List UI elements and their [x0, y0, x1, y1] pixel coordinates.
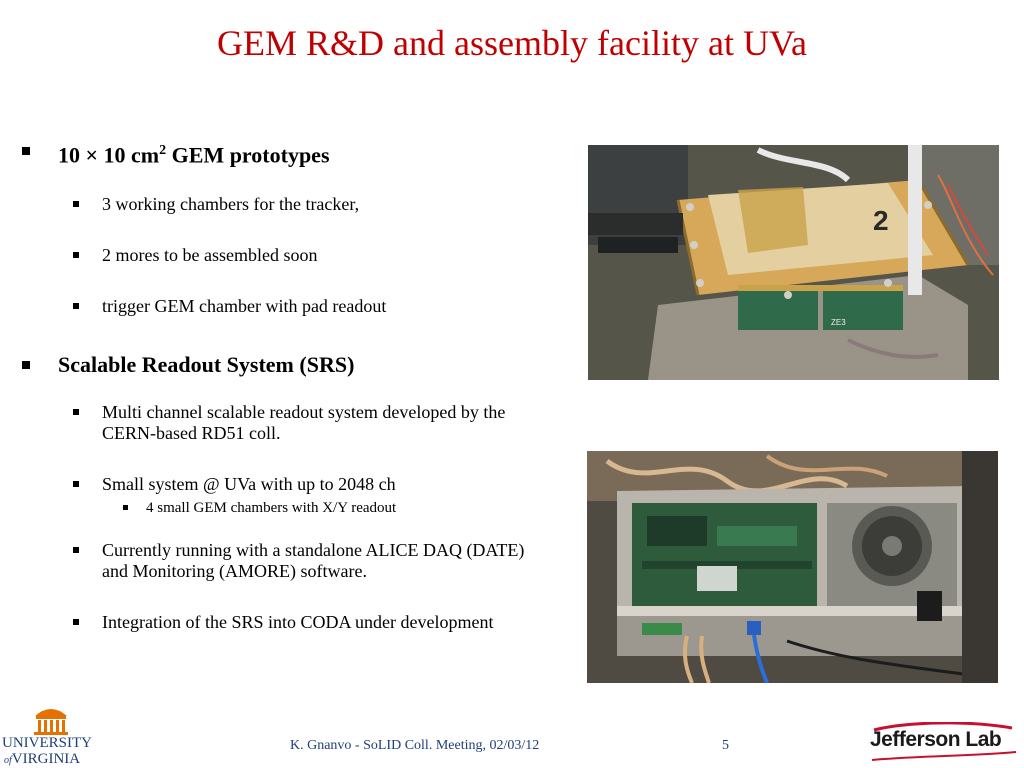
sticker-label: ZE3	[831, 318, 846, 327]
uva-wordmark-line1: UNIVERSITY	[2, 735, 92, 751]
footer-credit: K. Gnanvo - SoLID Coll. Meeting, 02/03/12	[290, 738, 540, 753]
uva-logo	[2, 702, 102, 766]
square-bullet-icon	[73, 409, 79, 415]
square-bullet-icon	[73, 547, 79, 553]
square-bullet-icon	[73, 201, 79, 207]
square-bullet-icon	[22, 147, 30, 155]
bullet-text: 3 working chambers for the tracker,	[102, 194, 360, 215]
bullet-text: trigger GEM chamber with pad readout	[102, 296, 387, 317]
sub-bullet-chambers	[22, 194, 552, 215]
chamber-number-label: 2	[873, 205, 889, 236]
jefferson-lab-logo	[866, 722, 1018, 762]
slide-title: GEM R&D and assembly facility at UVa	[217, 23, 807, 63]
rotunda-icon	[2, 702, 102, 736]
gem-chamber-photo	[588, 145, 999, 380]
bullet-srs	[22, 352, 552, 378]
sub-bullet-assembly	[22, 245, 552, 266]
superscript: 2	[159, 143, 167, 158]
bullet-gem-prototypes	[22, 138, 552, 168]
page-number: 5	[722, 738, 729, 753]
square-bullet-icon	[22, 361, 30, 369]
square-bullet-icon	[73, 619, 79, 625]
square-bullet-icon	[73, 252, 79, 258]
square-bullet-icon	[73, 303, 79, 309]
bullet-text: Scalable Readout System (SRS)	[58, 352, 355, 378]
bullet-text: Multi channel scalable readout system developed by the CERN-based RD51 coll.	[102, 402, 506, 444]
bullet-text: 4 small GEM chambers with X/Y readout	[146, 500, 397, 517]
sub-bullet-small-system	[22, 474, 552, 495]
bullet-text: 2 mores to be assembled soon	[102, 245, 318, 266]
sub-bullet-multichannel	[22, 402, 552, 444]
bullet-text: GEM prototypes	[166, 142, 330, 168]
sub-bullet-trigger	[22, 296, 552, 317]
uva-of: of	[4, 755, 12, 766]
bullet-text: Currently running with a standalone ALICE DAQ (DATE) and Monitoring (AMORE) software.	[102, 540, 525, 582]
srs-readout-photo	[587, 451, 998, 683]
bullet-text: 10 × 10 cm	[58, 142, 160, 168]
bullet-text: Small system @ UVa with up to 2048 ch	[102, 474, 396, 495]
uva-virginia: VIRGINIA	[11, 751, 81, 767]
square-bullet-icon	[123, 505, 128, 510]
sub-bullet-coda	[22, 612, 552, 633]
sub-bullet-daq	[22, 540, 552, 582]
uva-wordmark-line2	[4, 751, 80, 768]
bullet-list	[22, 138, 552, 633]
square-bullet-icon	[73, 481, 79, 487]
sub-sub-bullet-gem-chambers	[22, 499, 552, 517]
bullet-text: Integration of the SRS into CODA under development	[102, 612, 494, 633]
gem-chamber-illustration	[588, 145, 999, 380]
jlab-wordmark: Jefferson Lab	[870, 728, 1002, 751]
srs-crate-illustration	[587, 451, 998, 683]
